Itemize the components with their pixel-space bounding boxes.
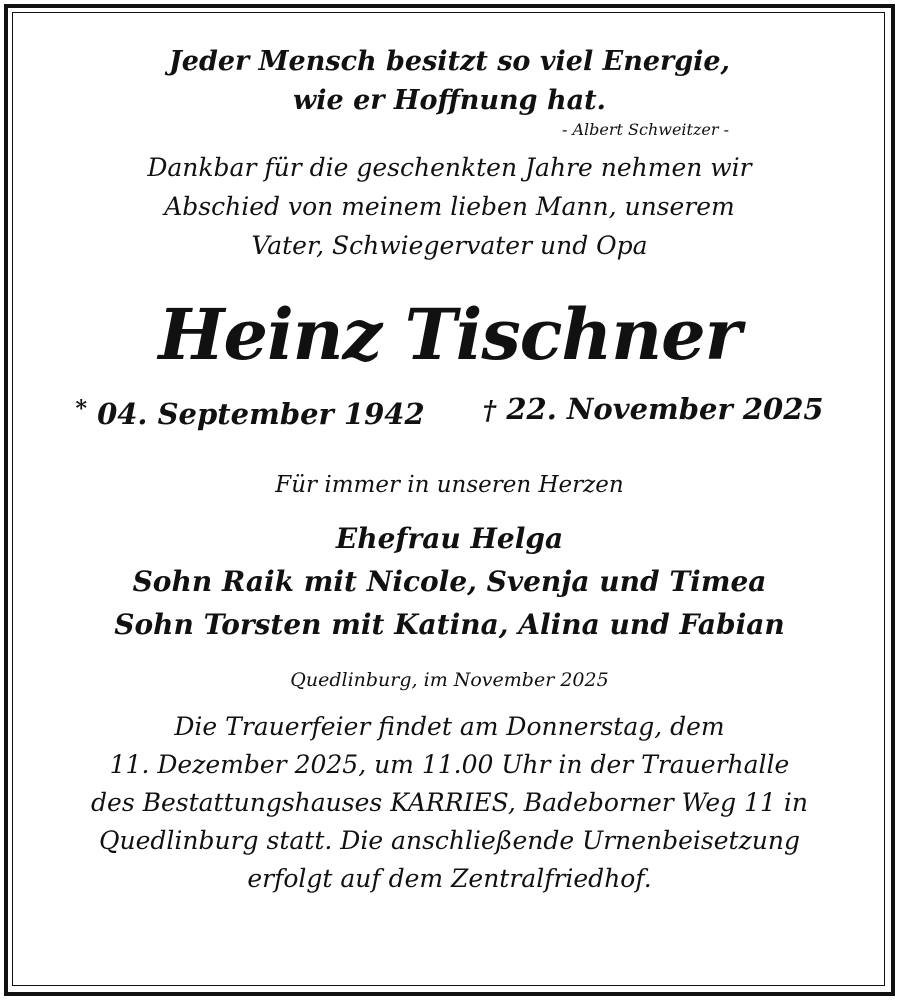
birth-date-group [75, 391, 424, 432]
place-date: Quedlinburg, im November 2025 [290, 669, 609, 691]
birth-symbol: * [75, 396, 87, 422]
life-dates [20, 391, 879, 432]
intro-line: Dankbar für die geschenkten Jahre nehmen wir [147, 153, 752, 182]
family-list [20, 517, 879, 646]
intro-line: Vater, Schwiegervater und Opa [251, 231, 648, 260]
funeral-line: erfolgt auf dem Zentralfriedhof. [247, 864, 652, 893]
death-symbol: † [482, 396, 497, 426]
intro-line: Abschied von meinem lieben Mann, unserem [164, 192, 735, 221]
funeral-line: 11. Dezember 2025, um 11.00 Uhr in der Trauerhalle [109, 750, 790, 779]
funeral-line: Die Trauerfeier findet am Donnerstag, dem [174, 712, 725, 741]
quote-author: - Albert Schweitzer - [561, 120, 729, 139]
deceased-name: Heinz Tischner [158, 293, 741, 376]
family-member-line: Sohn Torsten mit Katina, Alina und Fabian [114, 608, 785, 641]
obituary-notice [20, 20, 879, 898]
funeral-line: des Bestattungshauses KARRIES, Badeborner Weg 11 in [91, 788, 808, 817]
quote-line: Jeder Mensch besitzt so viel Energie, [169, 46, 730, 77]
memory-line: Für immer in unseren Herzen [275, 472, 624, 498]
birth-date: 04. September 1942 [97, 397, 425, 431]
death-date-group [483, 391, 824, 432]
quote-block [20, 42, 879, 140]
quote-line: wie er Hoffnung hat. [293, 85, 606, 116]
funeral-line: Quedlinburg statt. Die anschließende Urnenbeisetzung [99, 826, 800, 855]
death-date: 22. November 2025 [506, 392, 824, 426]
intro-text [20, 148, 879, 265]
funeral-info [20, 708, 879, 898]
family-member-line: Sohn Raik mit Nicole, Svenja und Timea [132, 565, 767, 598]
family-member-line: Ehefrau Helga [335, 522, 564, 555]
